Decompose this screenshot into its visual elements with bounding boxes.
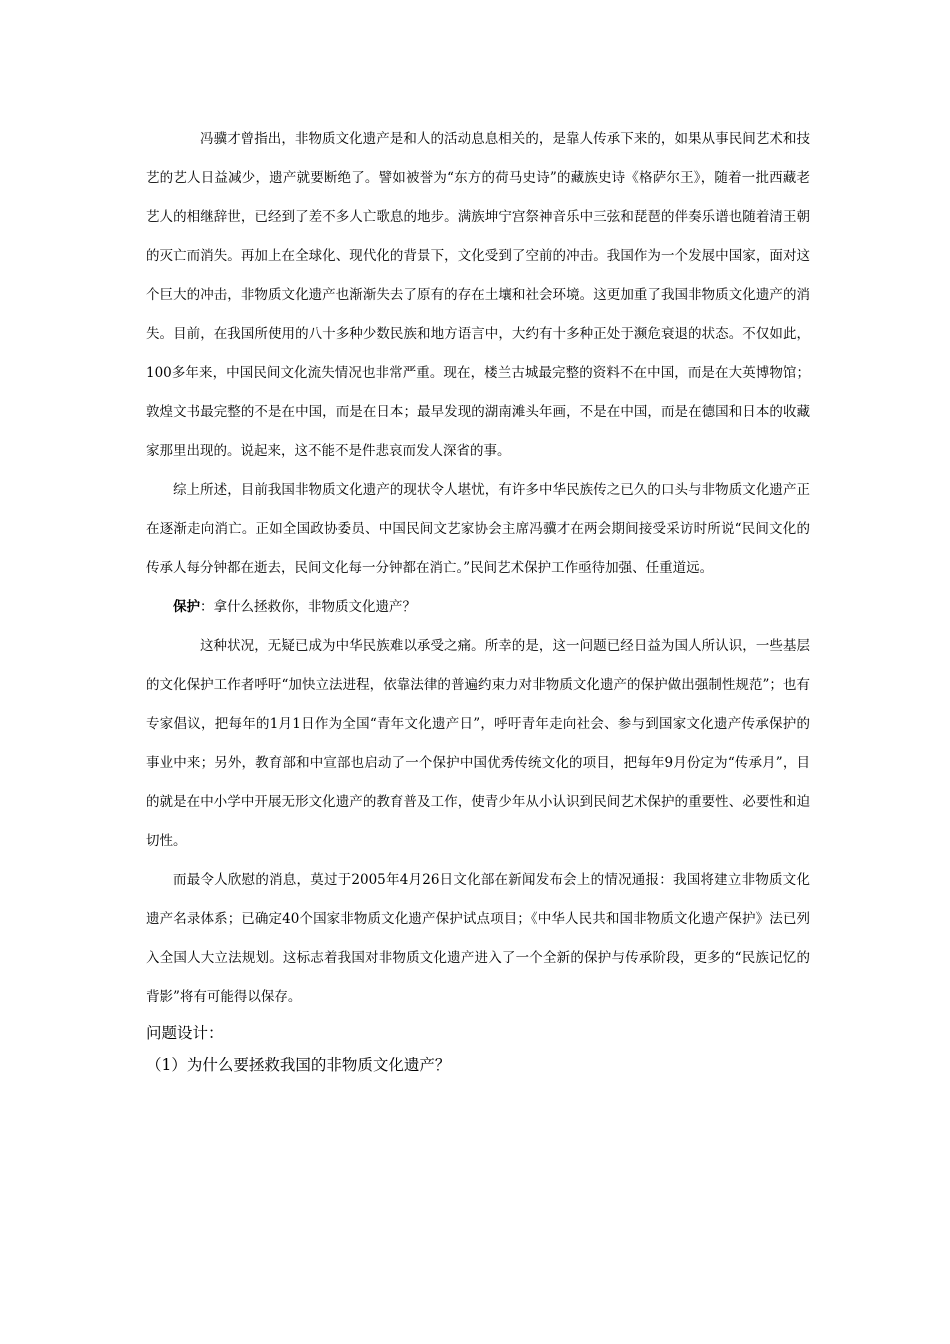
question-item: （1）为什么要拯救我国的非物质文化遗产？ (146, 1056, 451, 1074)
paragraph-summary: 综上所述，目前我国非物质文化遗产的现状令人堪忧，有许多中华民族传之已久的口头与非物质文化遗产正在逐渐走向消亡。正如全国政协委员、中国民间文艺家协会主席冯骥才在两会期间接受采访时所说“民间文化的传承人每分钟都在逝去，民间文化每一分钟都在消亡。”民间艺术保护工作亟待加强、任重道远。 (146, 482, 810, 576)
document-body (146, 120, 810, 1081)
paragraph-feng-jicai-quote: 冯骥才曾指出，非物质文化遗产是和人的活动息息相关的，是靠人传承下来的，如果从事民间艺术和技艺的艺人日益减少，遗产就要断绝了。譬如被誉为“东方的荷马史诗”的藏族史诗《格萨尔王》，随着一批西藏老艺人的相继辞世，已经到了差不多人亡歌息的地步。满族坤宁宫祭神音乐中三弦和琵琶的伴奏乐谱也随着清王朝的灭亡而消失。再加上在全球化、现代化的背景下，文化受到了空前的冲击。我国作为一个发展中国家，面对这个巨大的冲击，非物质文化遗产也渐渐失去了原有的存在土壤和社会环境。这更加重了我国非物质文化遗产的消失。目前，在我国所使用的八十多种少数民族和地方语言中，大约有十多种正处于濒危衰退的状态。不仅如此，100多年来，中国民间文化流失情况也非常严重。现在，楼兰古城最完整的资料不在中国，而是在大英博物馆；敦煌文书最完整的不是在中国，而是在日本；最早发现的湖南滩头年画，不是在中国，而是在德国和日本的收藏家那里出现的。说起来，这不能不是件悲哀而发人深省的事。 (146, 131, 810, 459)
section-heading (146, 588, 810, 627)
paragraph-protection-situation: 这种状况，无疑已成为中华民族难以承受之痛。所幸的是，这一问题已经日益为国人所认识，一些基层的文化保护工作者呼吁“加快立法进程，依靠法律的普遍约束力对非物质文化遗产的保护做出强制性规范”；也有专家倡议，把每年的1月1日作为全国“青年文化遗产日”，呼吁青年走向社会、参与到国家文化遗产传承保护的事业中来；另外，教育部和中宣部也启动了一个保护中国优秀传统文化的项目，把每年9月份定为“传承月”，目的就是在中小学中开展无形文化遗产的教育普及工作，使青少年从小认识到民间艺术保护的重要性、必要性和迫切性。 (146, 638, 810, 849)
paragraph-good-news: 而最令人欣慰的消息，莫过于2005年4月26日文化部在新闻发布会上的情况通报：我国将建立非物质文化遗产名录体系；已确定40个国家非物质文化遗产保护试点项目；《中华人民共和国非物质文化遗产保护》法已列入全国人大立法规划。这标志着我国对非物质文化遗产进入了一个全新的保护与传承阶段，更多的“民族记忆的背影”将有可能得以保存。 (146, 872, 810, 1005)
question-design-title: 问题设计： (146, 1024, 224, 1042)
section-heading-label: 保护 (173, 599, 200, 615)
section-heading-text: ：拿什么拯救你，非物质文化遗产？ (200, 599, 416, 615)
